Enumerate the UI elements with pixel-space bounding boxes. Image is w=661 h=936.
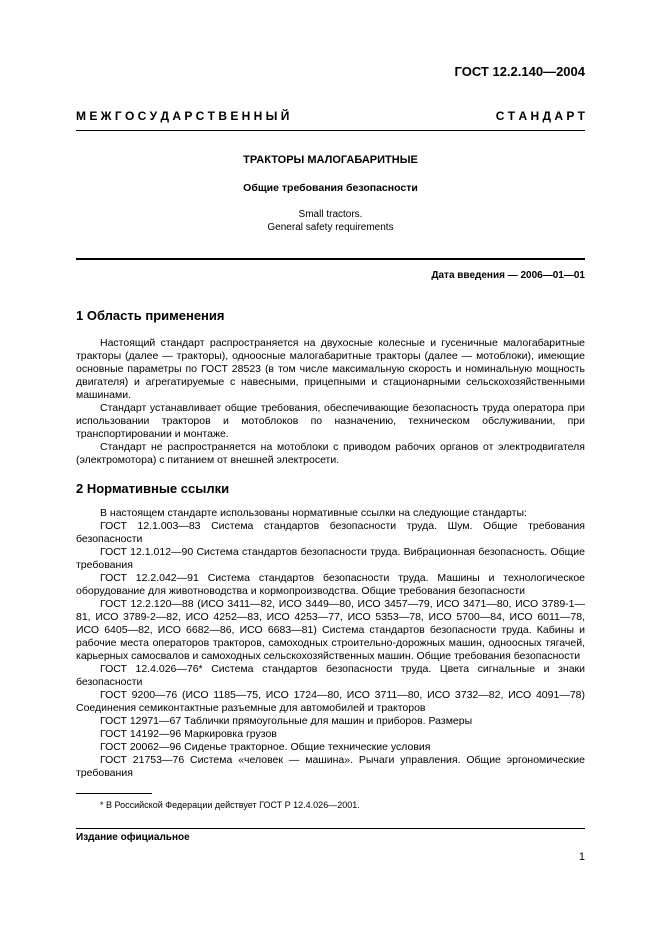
section-1-paragraph: Стандарт не распространяется на мотоблоки с приводом рабочих органов от электродвигателя (электромотора) с питанием от внешней электросети. <box>76 441 585 466</box>
reference-item: ГОСТ 12971—67 Таблички прямоугольные для машин и приборов. Размеры <box>100 715 473 727</box>
title-divider <box>76 258 585 260</box>
reference-item: ГОСТ 21753—76 Система «человек — машина». Рычаги управления. Общие эргономические требования <box>76 754 585 779</box>
reference-item: ГОСТ 12.2.120—88 (ИСО 3411—82, ИСО 3449—80, ИСО 3457—79, ИСО 3471—80, ИСО 3789-1—81, ИСО 3789-2—82, ИСО 4252—83, ИСО 4253—77, ИСО 5353—78, ИСО 5700—84, ИСО 6011—78, ИСО 6405—82, ИСО 6682—86, ИСО 6683—81) Система стандартов безопасности труда. Кабины и рабочие места операторов тракторов, самоходных строительно-дорожных машин, одноосных тягачей, карьерных самосвалов и самоходных сельскохозяйственных машин. Общие требования безопасности <box>76 598 585 662</box>
section-2-intro: В настоящем стандарте использованы нормативные ссылки на следующие стандарты: <box>100 507 527 519</box>
reference-item: ГОСТ 12.1.003—83 Система стандартов безопасности труда. Шум. Общие требования безопасности <box>76 520 585 545</box>
document-subtitle: Общие требования безопасности <box>243 182 418 194</box>
interstate-standard-banner <box>76 109 585 123</box>
document-title: ТРАКТОРЫ МАЛОГАБАРИТНЫЕ <box>243 154 418 166</box>
standard-word: С Т А Н Д А Р Т <box>495 109 585 123</box>
footer-divider <box>76 828 585 829</box>
introduction-date: Дата введения — 2006—01—01 <box>431 270 585 281</box>
page-number: 1 <box>578 851 585 863</box>
reference-item: ГОСТ 20062—96 Сиденье тракторное. Общие технические условия <box>100 741 431 753</box>
english-subtitle: General safety requirements <box>267 222 394 233</box>
top-divider <box>76 130 585 131</box>
section-1-heading: 1 Область применения <box>76 308 225 323</box>
standard-number: ГОСТ 12.2.140—2004 <box>454 64 585 79</box>
official-edition-label: Издание официальное <box>76 832 190 843</box>
section-2-heading: 2 Нормативные ссылки <box>76 481 230 496</box>
footnote: * В Российской Федерации действует ГОСТ Р 12.4.026—2001. <box>100 800 360 810</box>
reference-item: ГОСТ 12.2.042—91 Система стандартов безопасности труда. Машины и технологическое оборудование для животноводства и кормопроизводства. Общие требования безопасности <box>76 572 585 597</box>
reference-item: ГОСТ 14192—96 Маркировка грузов <box>100 728 277 740</box>
english-title: Small tractors. <box>298 209 363 220</box>
section-1-paragraph: Настоящий стандарт распространяется на двухосные колесные и гусеничные малогабаритные тракторы (далее — тракторы), одноосные малогабаритные тракторы (далее — мотоблоки), имеющие основные параметры по ГОСТ 28523 (в том числе максимальную скорость и номинальную мощность двигателя) и агрегатируемые с навесными, прицепными и стационарными сельскохозяйственными машинами. <box>76 337 585 401</box>
reference-item: ГОСТ 12.4.026—76* Система стандартов безопасности труда. Цвета сигнальные и знаки безопасности <box>76 663 585 688</box>
english-title-block <box>76 208 585 234</box>
footnote-divider <box>76 793 152 794</box>
interstate-word: М Е Ж Г О С У Д А Р С Т В Е Н Н Ы Й <box>76 109 290 123</box>
section-1-paragraph: Стандарт устанавливает общие требования, обеспечивающие безопасность труда оператора при использовании тракторов и мотоблоков по назначению, техническом обслуживании, при транспортировании и монтаже. <box>76 402 585 440</box>
reference-item: ГОСТ 9200—76 (ИСО 1185—75, ИСО 1724—80, ИСО 3711—80, ИСО 3732—82, ИСО 4091—78) Соединения семиконтактные разъемные для автомобилей и тракторов <box>76 689 585 714</box>
reference-item: ГОСТ 12.1.012—90 Система стандартов безопасности труда. Вибрационная безопасность. Общие требования <box>76 546 585 571</box>
